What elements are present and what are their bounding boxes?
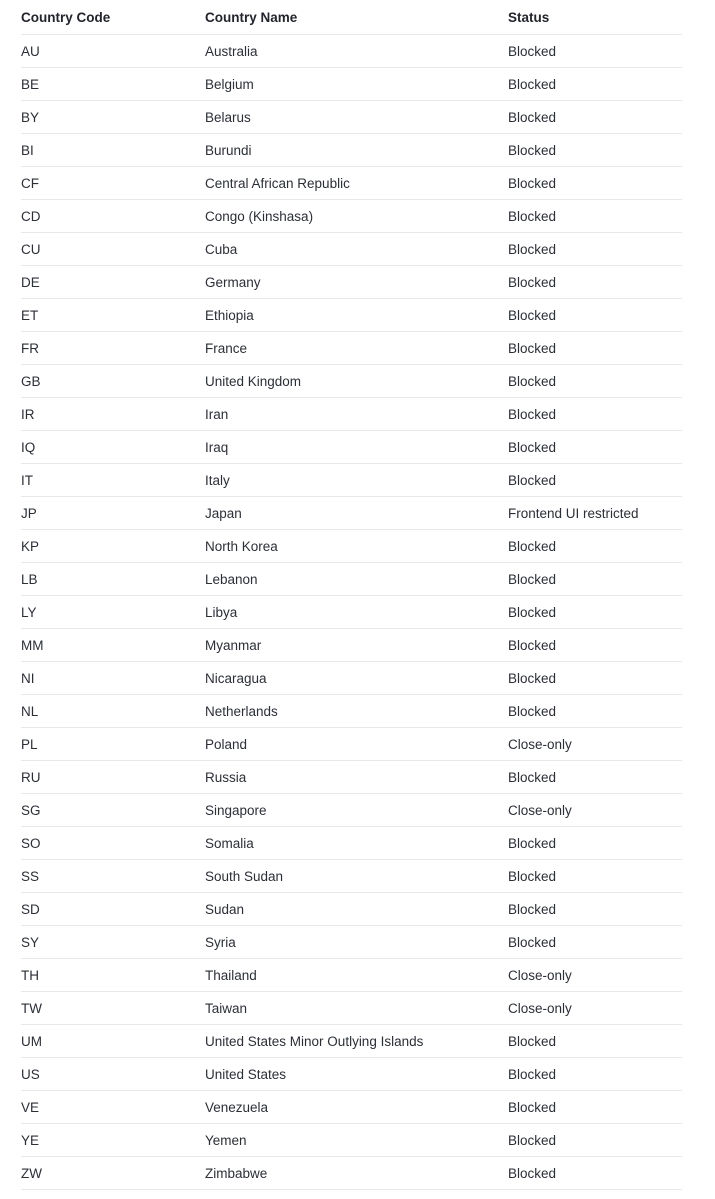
country-code-cell: ET <box>21 307 39 323</box>
status-cell: Blocked <box>508 1033 557 1049</box>
table-row <box>21 662 682 695</box>
country-name-cell: Congo (Kinshasa) <box>205 208 314 224</box>
country-name-cell: United Kingdom <box>205 373 302 389</box>
table-row <box>21 563 682 596</box>
header-country-name: Country Name <box>205 9 298 25</box>
table-row <box>21 1124 682 1157</box>
status-cell: Blocked <box>508 670 557 686</box>
status-cell: Blocked <box>508 241 557 257</box>
header-status: Status <box>508 9 550 25</box>
country-code-cell: BY <box>21 109 40 125</box>
country-code-cell: TW <box>21 1000 42 1016</box>
table-row <box>21 332 682 365</box>
country-name-cell: Japan <box>205 505 242 521</box>
table-row <box>21 728 682 761</box>
country-code-cell: LB <box>21 571 38 587</box>
country-code-cell: DE <box>21 274 40 290</box>
status-cell: Blocked <box>508 274 557 290</box>
table-row <box>21 893 682 926</box>
table-row <box>21 1157 682 1190</box>
status-cell: Blocked <box>508 1165 557 1181</box>
table-row <box>21 926 682 959</box>
country-code-cell: MM <box>21 637 44 653</box>
country-code-cell: RU <box>21 769 41 785</box>
country-code-cell: SO <box>21 835 41 851</box>
country-code-cell: IR <box>21 406 35 422</box>
table-row <box>21 794 682 827</box>
country-name-cell: Germany <box>205 274 261 290</box>
country-code-cell: VE <box>21 1099 40 1115</box>
country-code-cell: SG <box>21 802 41 818</box>
country-name-cell: Taiwan <box>205 1000 248 1016</box>
status-cell: Blocked <box>508 109 557 125</box>
country-name-cell: Belgium <box>205 76 254 92</box>
country-name-cell: Poland <box>205 736 248 752</box>
country-name-cell: Zimbabwe <box>205 1165 268 1181</box>
country-code-cell: ZW <box>21 1165 42 1181</box>
table-row <box>21 992 682 1025</box>
country-name-cell: Sudan <box>205 901 245 917</box>
table-row <box>21 35 682 68</box>
country-code-cell: CF <box>21 175 39 191</box>
country-name-cell: Australia <box>205 43 258 59</box>
table-row <box>21 629 682 662</box>
status-cell: Blocked <box>508 406 557 422</box>
country-code-cell: IT <box>21 472 33 488</box>
table-row <box>21 134 682 167</box>
country-name-cell: Cuba <box>205 241 238 257</box>
status-cell: Blocked <box>508 637 557 653</box>
status-cell: Blocked <box>508 835 557 851</box>
status-cell: Blocked <box>508 571 557 587</box>
table-row <box>21 200 682 233</box>
status-cell: Blocked <box>508 901 557 917</box>
table-row <box>21 68 682 101</box>
country-code-cell: BE <box>21 76 40 92</box>
country-name-cell: Yemen <box>205 1132 247 1148</box>
country-name-cell: Myanmar <box>205 637 262 653</box>
table-row <box>21 299 682 332</box>
country-name-cell: Lebanon <box>205 571 258 587</box>
table-row <box>21 1058 682 1091</box>
status-cell: Blocked <box>508 43 557 59</box>
country-name-cell: Russia <box>205 769 247 785</box>
table-row <box>21 530 682 563</box>
status-cell: Blocked <box>508 538 557 554</box>
status-cell: Blocked <box>508 1066 557 1082</box>
table-row <box>21 464 682 497</box>
status-cell: Blocked <box>508 142 557 158</box>
status-cell: Close-only <box>508 1000 572 1016</box>
country-code-cell: TH <box>21 967 39 983</box>
status-cell: Blocked <box>508 175 557 191</box>
status-cell: Blocked <box>508 307 557 323</box>
status-cell: Close-only <box>508 802 572 818</box>
table-row <box>21 431 682 464</box>
country-name-cell: France <box>205 340 248 356</box>
status-cell: Blocked <box>508 373 557 389</box>
country-code-cell: SD <box>21 901 40 917</box>
status-cell: Blocked <box>508 604 557 620</box>
country-name-cell: Libya <box>205 604 238 620</box>
table-row <box>21 497 682 530</box>
country-code-cell: UM <box>21 1033 42 1049</box>
table-body <box>21 35 682 1190</box>
status-cell: Blocked <box>508 76 557 92</box>
country-name-cell: Syria <box>205 934 236 950</box>
country-name-cell: Somalia <box>205 835 254 851</box>
table-row <box>21 959 682 992</box>
table-row <box>21 860 682 893</box>
status-cell: Blocked <box>508 868 557 884</box>
status-cell: Blocked <box>508 340 557 356</box>
country-name-cell: Belarus <box>205 109 251 125</box>
country-name-cell: Central African Republic <box>205 175 350 191</box>
country-name-cell: Iran <box>205 406 229 422</box>
country-code-cell: JP <box>21 505 37 521</box>
country-code-cell: CU <box>21 241 41 257</box>
country-name-cell: Iraq <box>205 439 229 455</box>
country-code-cell: US <box>21 1066 40 1082</box>
country-name-cell: Venezuela <box>205 1099 269 1115</box>
country-code-cell: KP <box>21 538 40 554</box>
country-code-cell: PL <box>21 736 38 752</box>
country-name-cell: Thailand <box>205 967 257 983</box>
status-cell: Close-only <box>508 967 572 983</box>
country-name-cell: Nicaragua <box>205 670 267 686</box>
country-code-cell: CD <box>21 208 41 224</box>
country-code-cell: NI <box>21 670 35 686</box>
table-row <box>21 761 682 794</box>
status-cell: Blocked <box>508 703 557 719</box>
table-row <box>21 398 682 431</box>
country-name-cell: Netherlands <box>205 703 278 719</box>
country-name-cell: Singapore <box>205 802 267 818</box>
country-name-cell: Ethiopia <box>205 307 254 323</box>
table-row <box>21 233 682 266</box>
status-cell: Blocked <box>508 472 557 488</box>
status-cell: Blocked <box>508 934 557 950</box>
country-code-cell: LY <box>21 604 37 620</box>
country-code-cell: YE <box>21 1132 40 1148</box>
country-code-cell: SY <box>21 934 40 950</box>
status-cell: Frontend UI restricted <box>508 505 639 521</box>
table-row <box>21 827 682 860</box>
country-name-cell: South Sudan <box>205 868 284 884</box>
country-code-cell: FR <box>21 340 39 356</box>
table-row <box>21 1025 682 1058</box>
table-row <box>21 365 682 398</box>
status-cell: Blocked <box>508 439 557 455</box>
status-cell: Blocked <box>508 1099 557 1115</box>
status-cell: Blocked <box>508 769 557 785</box>
header-country-code: Country Code <box>21 9 111 25</box>
country-code-cell: SS <box>21 868 40 884</box>
country-code-cell: GB <box>21 373 41 389</box>
country-name-cell: Italy <box>205 472 230 488</box>
status-cell: Blocked <box>508 208 557 224</box>
table-row <box>21 266 682 299</box>
country-status-table <box>21 0 682 1190</box>
country-name-cell: Burundi <box>205 142 252 158</box>
country-code-cell: NL <box>21 703 39 719</box>
status-cell: Close-only <box>508 736 572 752</box>
country-name-cell: North Korea <box>205 538 278 554</box>
status-cell: Blocked <box>508 1132 557 1148</box>
table-row <box>21 596 682 629</box>
country-code-cell: AU <box>21 43 40 59</box>
country-code-cell: IQ <box>21 439 36 455</box>
table-header-row <box>21 0 682 35</box>
table-row <box>21 695 682 728</box>
table-row <box>21 167 682 200</box>
country-name-cell: United States Minor Outlying Islands <box>205 1033 424 1049</box>
country-code-cell: BI <box>21 142 34 158</box>
table-row <box>21 1091 682 1124</box>
table-row <box>21 101 682 134</box>
country-name-cell: United States <box>205 1066 287 1082</box>
